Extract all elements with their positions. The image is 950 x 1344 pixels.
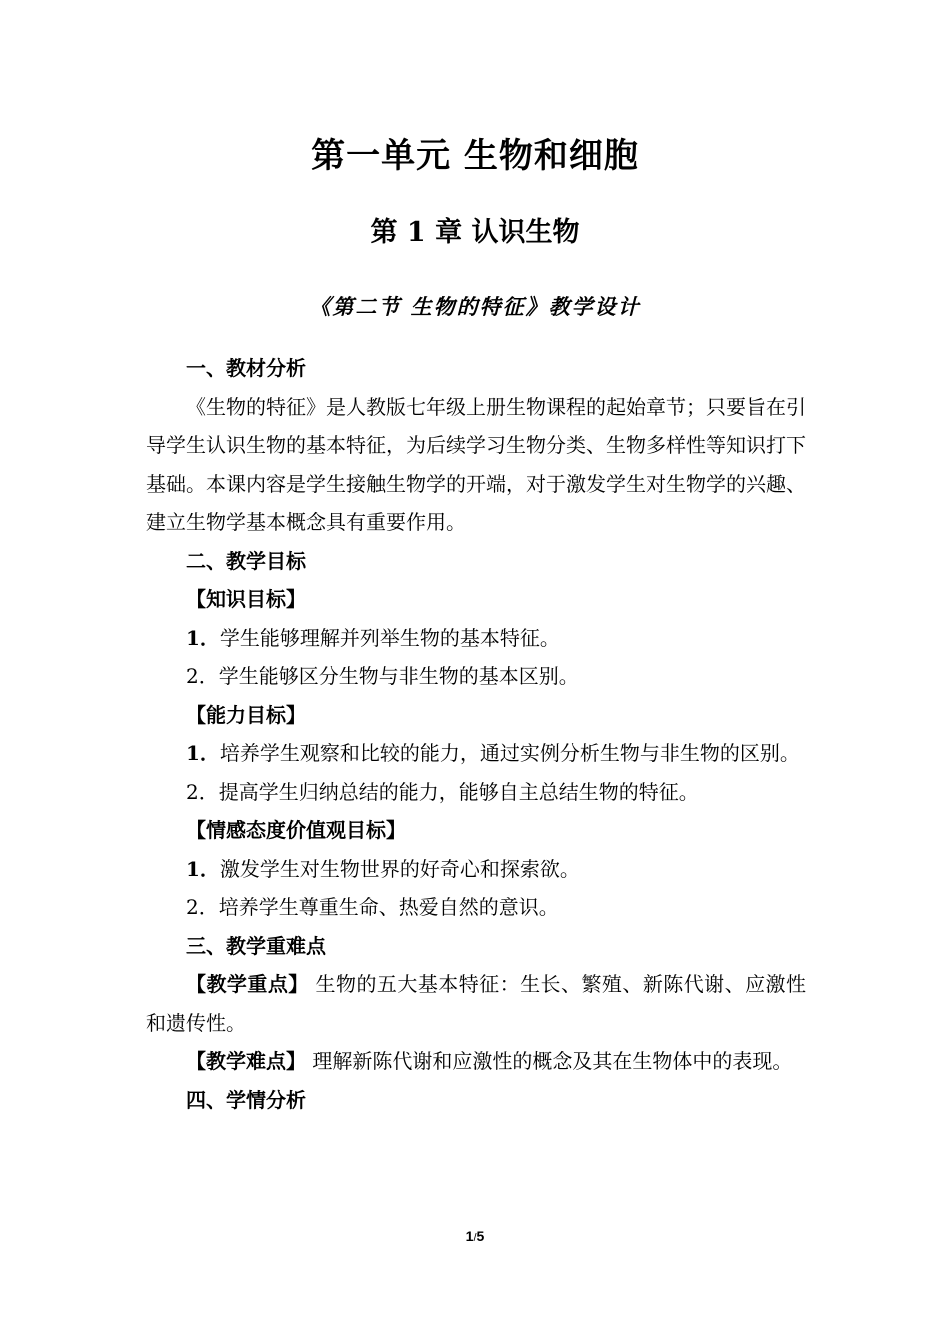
item-number: 1． — [186, 625, 220, 650]
label-emotion-goals: 【情感态度价值观目标】 — [186, 818, 406, 842]
page-number — [0, 1224, 950, 1250]
heading-learners: 四、学情分析 — [186, 1087, 306, 1112]
teaching-focus — [146, 965, 806, 1042]
chapter-title: 第 1 章 认识生物 — [370, 217, 580, 248]
item-number: 2． — [186, 664, 219, 688]
page-separator: / — [473, 1232, 477, 1244]
focus-text: 生物的五大基本特征：生长、繁殖、新陈代谢、应激性和遗传性。 — [146, 972, 807, 1035]
item-text: 提高学生归纳总结的能力，能够自主总结生物的特征。 — [218, 779, 699, 804]
knowledge-goal-item — [146, 657, 806, 696]
item-text: 培养学生尊重生命、热爱自然的意识。 — [218, 895, 559, 919]
item-text: 激发学生对生物世界的好奇心和探索欲。 — [219, 856, 580, 881]
unit-title: 第一单元 生物和细胞 — [311, 136, 639, 176]
page-total: 5 — [476, 1228, 485, 1244]
ability-goal-item — [146, 773, 806, 812]
difficulty-text: 理解新陈代谢和应激性的概念及其在生物体中的表现。 — [306, 1049, 793, 1073]
materials-paragraph: 《生物的特征》是人教版七年级上册生物课程的起始章节；只要旨在引导学生认识生物的基本特征，为后续学习生物分类、生物多样性等知识打下基础。本课内容是学生接触生物学的开端，对于激发学生对生物学的兴趣、建立生物学基本概念具有重要作用。 — [146, 394, 806, 534]
page-current: 1 — [465, 1228, 474, 1244]
teaching-difficulty — [146, 1042, 806, 1081]
item-number: 2． — [186, 895, 219, 919]
focus-label: 【教学重点】 — [186, 972, 309, 996]
heading-goals: 二、教学目标 — [186, 548, 306, 573]
item-number: 1． — [186, 856, 220, 881]
difficulty-label: 【教学难点】 — [186, 1049, 306, 1073]
label-knowledge-goals: 【知识目标】 — [186, 587, 306, 611]
item-text: 培养学生观察和比较的能力，通过实例分析生物与非生物的区别。 — [219, 741, 800, 765]
item-number: 1． — [186, 741, 220, 765]
item-number: 2． — [186, 779, 219, 804]
ability-goal-item — [146, 734, 806, 773]
knowledge-goal-item — [146, 619, 806, 658]
document-body — [146, 349, 806, 1119]
heading-key-points: 三、教学重难点 — [186, 933, 326, 958]
emotion-goal-item — [146, 850, 806, 889]
heading-materials: 一、教材分析 — [186, 356, 306, 380]
item-text: 学生能够理解并列举生物的基本特征。 — [219, 625, 560, 650]
item-text: 学生能够区分生物与非生物的基本区别。 — [218, 664, 579, 688]
lesson-title: 《第二节 生物的特征》教学设计 — [309, 294, 641, 319]
label-ability-goals: 【能力目标】 — [186, 702, 306, 727]
emotion-goal-item — [146, 888, 806, 927]
